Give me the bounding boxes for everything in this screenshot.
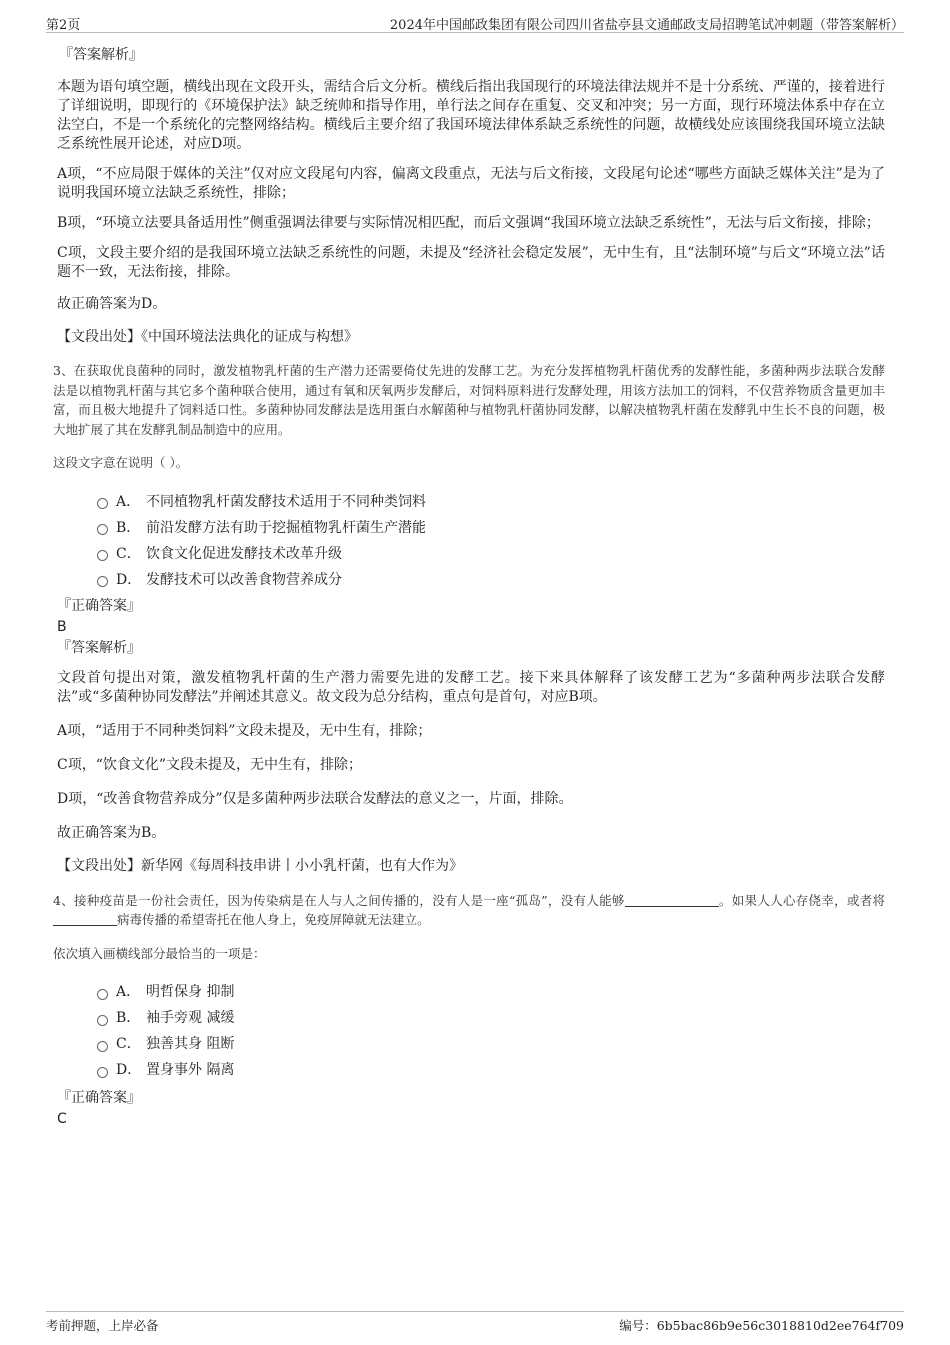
option-c[interactable]: C． 独善其身 阻断	[97, 1031, 885, 1057]
document-id: 编号：6b5bac86b9e56c3018810d2ee764f709	[619, 1318, 904, 1333]
document-title: 2024年中国邮政集团有限公司四川省盐亭县文通邮政支局招聘笔试冲刺题（带答案解析）	[389, 18, 904, 33]
analysis-paragraph: D项，“改善食物营养成分”仅是多菌种两步法联合发酵法的意义之一，片面，排除。	[57, 790, 573, 807]
analysis-paragraph: C项，“饮食文化”文段未提及，无中生有，排除；	[57, 756, 363, 773]
source-citation: 【文段出处】《中国环境法法典化的证成与构想》	[57, 329, 358, 345]
radio-icon[interactable]	[97, 1015, 108, 1026]
analysis-paragraph: 文段首句提出对策，激发植物乳杆菌的生产潜力需要先进的发酵工艺。接下来具体解释了该发酵工艺为“多菌种两步法联合发酵法”或“多菌种协同发酵法”并阐述其意义。故文段为总分结构，重点句是首句，对应B项。	[57, 669, 885, 705]
option-b[interactable]: B． 袖手旁观 减缓	[97, 1005, 885, 1031]
option-list	[97, 489, 885, 593]
fill-blank[interactable]	[53, 912, 117, 926]
correct-answer-label: 『正确答案』	[57, 1090, 141, 1106]
analysis-label: 『答案解析』	[59, 47, 143, 63]
correct-answer: B	[57, 618, 67, 635]
analysis-paragraph: A项，“适用于不同种类饲料”文段未提及，无中生有，排除；	[57, 722, 432, 739]
radio-icon[interactable]	[97, 1067, 108, 1078]
analysis-paragraph: 本题为语句填空题，横线出现在文段开头，需结合后文分析。横线后指出我国现行的环境法律法规并不是十分系统、严谨的，接着进行了详细说明，即现行的《环境保护法》缺乏统帅和指导作用，单行法之间存在重复、交叉和冲突；另一方面，现行环境法体系中存在立法空白，不是一个系统化的完整网络结构。横线后主要介绍了我国环境法律体系缺乏系统性的问题，故横线处应该围绕我国环境立法缺乏系统性展开论述，对应D项。	[57, 79, 885, 152]
correct-answer: C	[57, 1111, 67, 1127]
question-prompt: 这段文字意在说明（ ）。	[53, 455, 189, 470]
analysis-paragraph: A项，“不应局限于媒体的关注”仅对应文段尾句内容，偏离文段重点，无法与后文衔接，文段尾句论述“哪些方面缺乏媒体关注”是为了说明我国环境立法缺乏系统性，排除；	[57, 166, 885, 201]
question-prompt: 依次填入画横线部分最恰当的一项是：	[53, 945, 266, 961]
radio-icon[interactable]	[97, 576, 108, 587]
option-b[interactable]: B． 前沿发酵方法有助于挖掘植物乳杆菌生产潜能	[97, 515, 885, 541]
option-a[interactable]: A． 明哲保身 抑制	[97, 979, 885, 1005]
analysis-conclusion: 故正确答案为D。	[57, 296, 167, 312]
analysis-conclusion: 故正确答案为B。	[57, 824, 166, 841]
option-d[interactable]: D． 发酵技术可以改善食物营养成分	[97, 567, 885, 593]
radio-icon[interactable]	[97, 550, 108, 561]
radio-icon[interactable]	[97, 524, 108, 535]
question-stem: 3、在获取优良菌种的同时，激发植物乳杆菌的生产潜力还需要倚仗先进的发酵工艺。为充分发挥植物乳杆菌优秀的发酵性能，多菌种两步法联合发酵法是以植物乳杆菌与其它多个菌种联合使用，通过有氧和厌氧两步发酵后，对饲料原料进行发酵处理，用该方法加工的饲料，不仅营养物质含量更加丰富，而且极大地提升了饲料适口性。多菌种协同发酵法是选用蛋白水解菌种与植物乳杆菌协同发酵，以解决植物乳杆菌在发酵乳中生长不良的问题，极大地扩展了其在发酵乳制品制造中的应用。	[53, 363, 885, 437]
correct-answer-label: 『正确答案』	[57, 597, 141, 614]
radio-icon[interactable]	[97, 498, 108, 509]
source-citation: 【文段出处】新华网《每周科技串讲丨小小乳杆菌，也有大作为》	[57, 857, 463, 874]
page-content	[53, 44, 885, 1129]
page-number: 第2页	[46, 18, 81, 33]
analysis-paragraph: B项，“环境立法要具备适用性”侧重强调法律要与实际情况相匹配，而后文强调“我国环境立法缺乏系统性”，无法与后文衔接，排除；	[57, 215, 880, 231]
option-c[interactable]: C． 饮食文化促进发酵技术改革升级	[97, 541, 885, 567]
page-header	[46, 12, 904, 33]
option-list	[97, 979, 885, 1083]
option-d[interactable]: D． 置身事外 隔离	[97, 1057, 885, 1083]
option-a[interactable]: A． 不同植物乳杆菌发酵技术适用于不同种类饲料	[97, 489, 885, 515]
analysis-paragraph: C项，文段主要介绍的是我国环境立法缺乏系统性的问题，未提及“经济社会稳定发展”，无中生有，且“法制环境”与后文“环境立法”话题不一致，无法衔接，排除。	[57, 245, 885, 280]
radio-icon[interactable]	[97, 1041, 108, 1052]
footer-slogan: 考前押题，上岸必备	[46, 1318, 159, 1333]
fill-blank[interactable]	[625, 893, 719, 907]
analysis-label: 『答案解析』	[57, 639, 141, 656]
question-stem: 4、接种疫苗是一份社会责任，因为传染病是在人与人之间传播的，没有人是一座“孤岛”，没有人能够 。如果人人心存侥幸，或者将病毒传播的希望寄托在他人身上，免疫屏障就无法建立。	[53, 892, 885, 927]
radio-icon[interactable]	[97, 989, 108, 1000]
page-footer	[46, 1311, 904, 1334]
